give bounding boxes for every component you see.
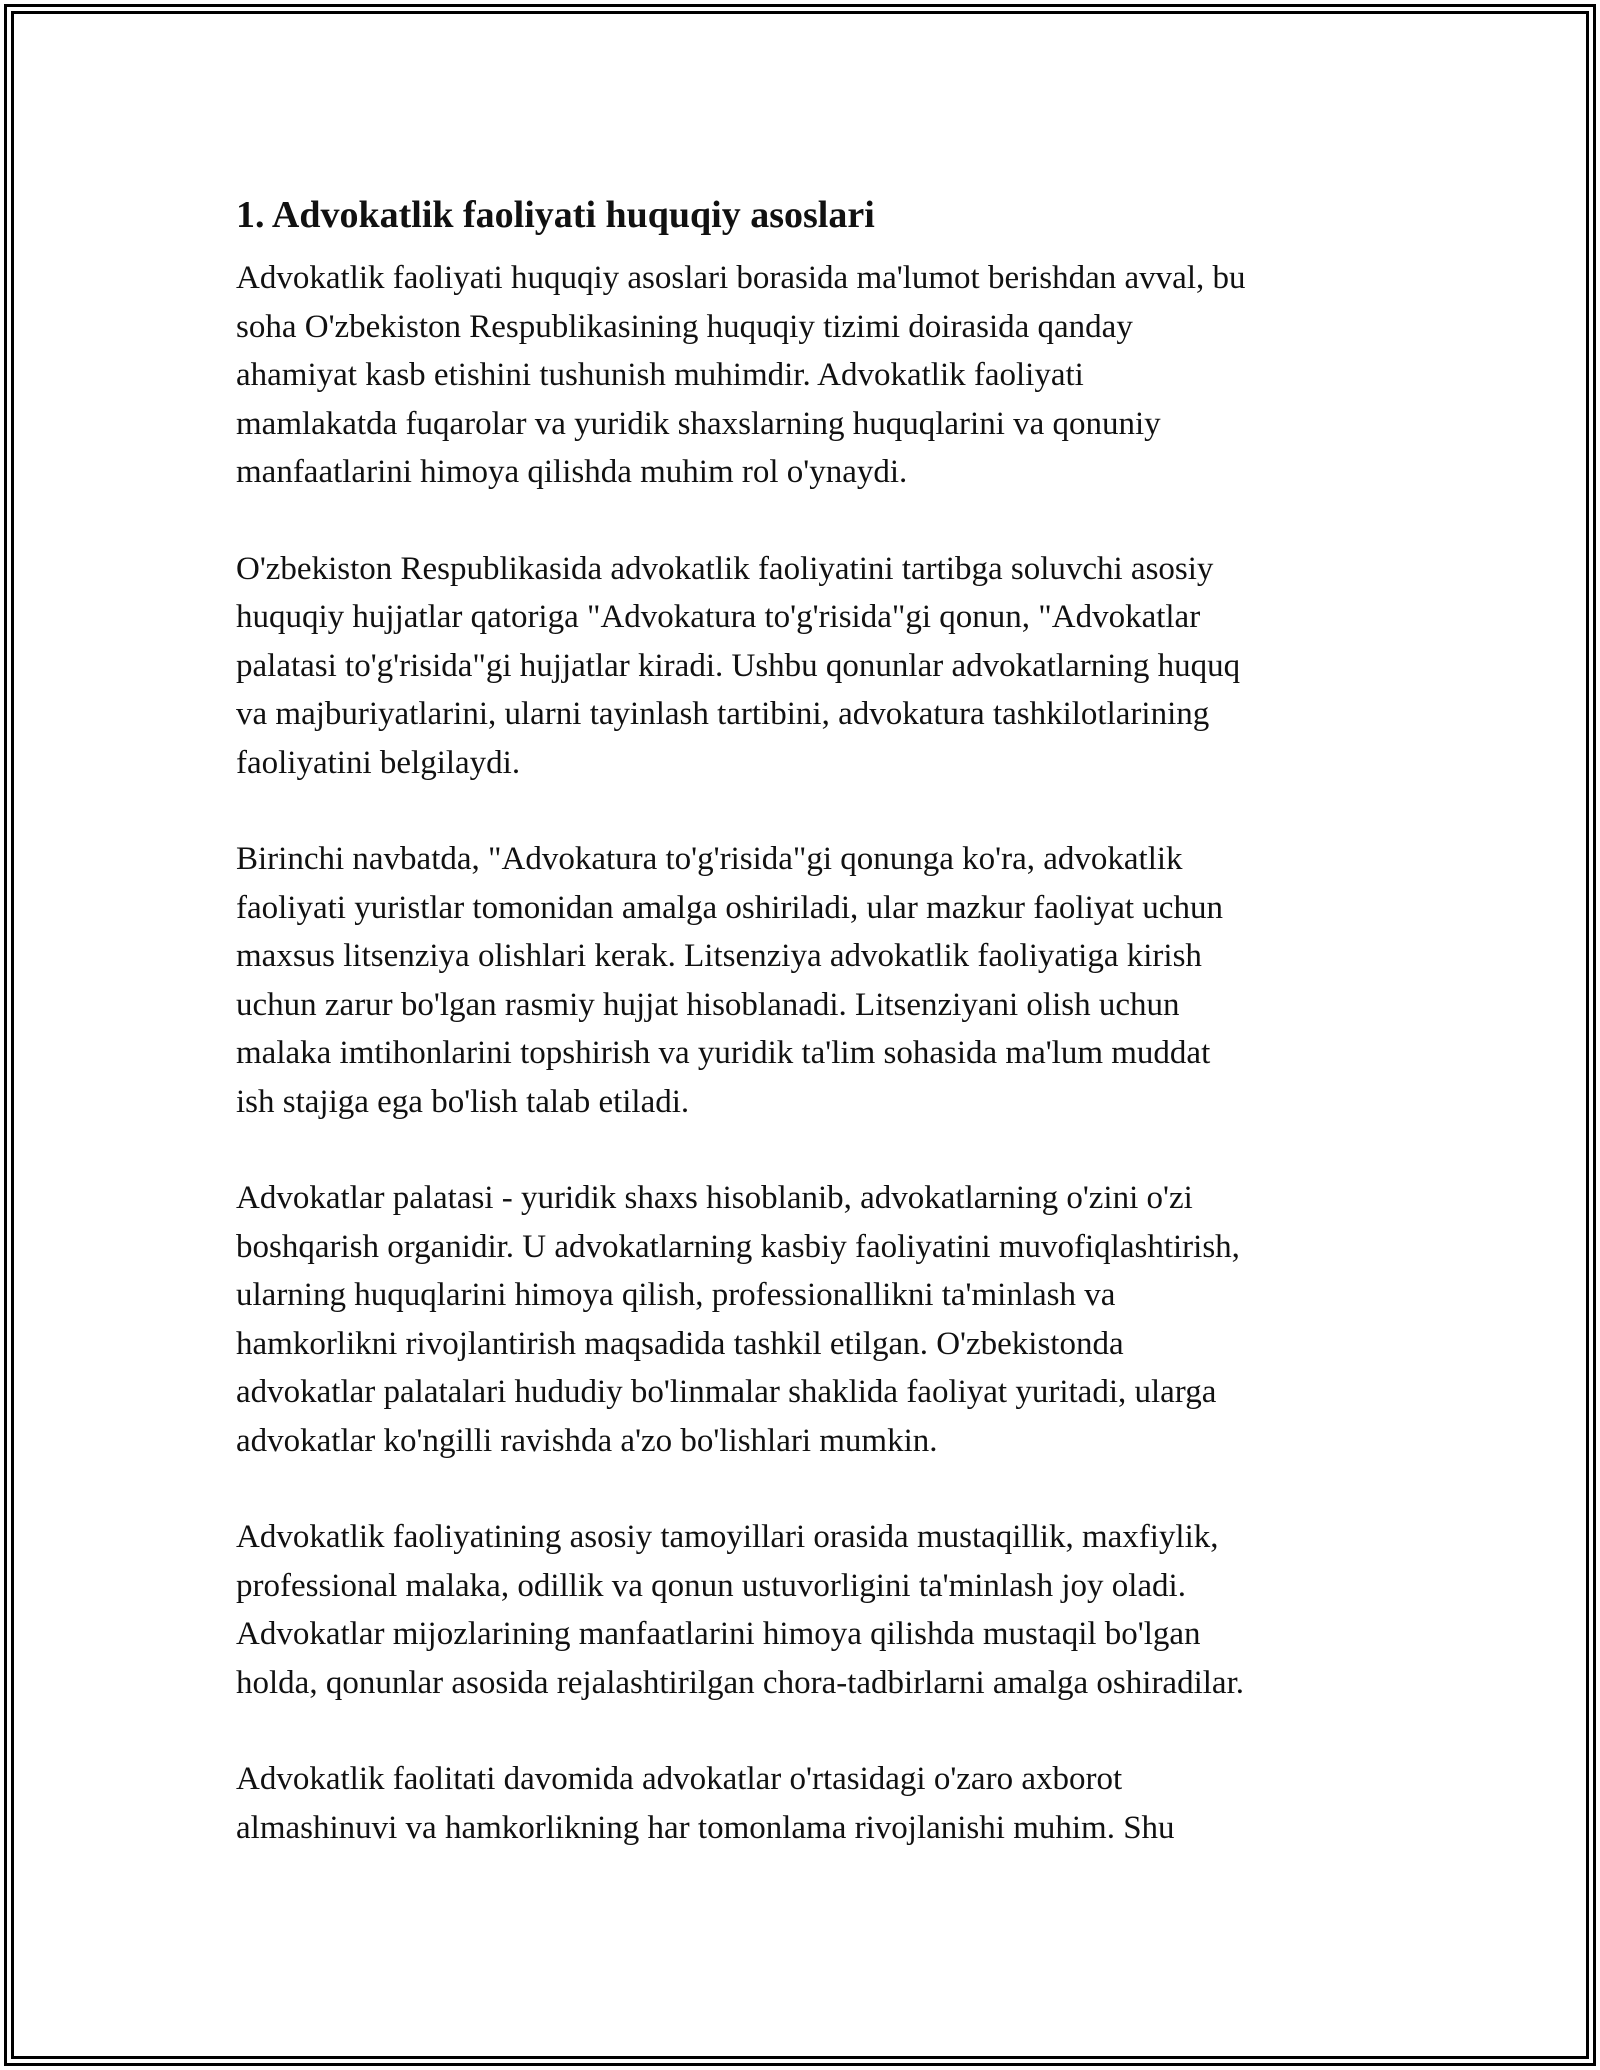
text-line: va majburiyatlarini, ularni tayinlash tartibini, advokatura tashkilotlarining (236, 696, 1210, 732)
text-line: maxsus litsenziya olishlari kerak. Litsenziya advokatlik faoliyatiga kirish (236, 938, 1202, 974)
text-line: hamkorlikni rivojlantirish maqsadida tashkil etilgan. O'zbekistonda (236, 1325, 1124, 1362)
text-line: faoliyatini belgilaydi. (236, 744, 521, 781)
text-line: Advokatlik faolitati davomida advokatlar o'rtasidagi o'zaro axborot (236, 1761, 1123, 1797)
paragraph (236, 1755, 1366, 1852)
section-heading: 1. Advokatlik faoliyati huquqiy asoslari (236, 194, 875, 236)
text-line: Advokatlik faoliyatining asosiy tamoyillari orasida mustaqillik, maxfiylik, (236, 1519, 1219, 1555)
text-line: Advokatlar mijozlarining manfaatlarini himoya qilishda mustaqil bo'lgan (236, 1616, 1201, 1652)
paragraph (236, 1513, 1366, 1707)
text-line: ish stajiga ega bo'lish talab etiladi. (236, 1083, 690, 1120)
text-line: Advokatlar palatasi - yuridik shaxs hisoblanib, advokatlarning o'zini o'zi (236, 1180, 1193, 1216)
text-line: almashinuvi va hamkorlikning har tomonlama rivojlanishi muhim. Shu (236, 1809, 1175, 1846)
text-line: ahamiyat kasb etishini tushunish muhimdir. Advokatlik faoliyati (236, 357, 1084, 393)
text-line: palatasi to'g'risida"gi hujjatlar kiradi. Ushbu qonunlar advokatlarning huquq (236, 647, 1241, 684)
paragraph (236, 545, 1366, 788)
paragraph (236, 1174, 1366, 1465)
text-line: Advokatlik faoliyati huquqiy asoslari borasida ma'lumot berishdan avval, bu (236, 260, 1246, 296)
text-line: advokatlar palatalari hududiy bo'linmalar shaklida faoliyat yuritadi, ularga (236, 1374, 1217, 1410)
text-line: advokatlar ko'ngilli ravishda a'zo bo'lishlari mumkin. (236, 1422, 938, 1459)
paragraph (236, 254, 1366, 497)
text-line: soha O'zbekiston Respublikasining huquqiy tizimi doirasida qanday (236, 308, 1133, 345)
text-line: huquqiy hujjatlar qatoriga "Advokatura to'g'risida"gi qonun, "Advokatlar (236, 599, 1201, 635)
text-line: ularning huquqlarini himoya qilish, professionallikni ta'minlash va (236, 1277, 1116, 1313)
document-body (236, 190, 1366, 1900)
text-line: boshqarish organidir. U advokatlarning kasbiy faoliyatini muvofiqlashtirish, (236, 1228, 1240, 1265)
text-line: Birinchi navbatda, "Advokatura to'g'risida"gi qonunga ko'ra, advokatlik (236, 841, 1183, 877)
text-line: professional malaka, odillik va qonun ustuvorligini ta'minlash joy oladi. (236, 1567, 1186, 1604)
text-line: malaka imtihonlarini topshirish va yuridik ta'lim sohasida ma'lum muddat (236, 1035, 1211, 1071)
text-line: holda, qonunlar asosida rejalashtirilgan chora-tadbirlarni amalga oshiradilar. (236, 1664, 1244, 1701)
paragraph (236, 835, 1366, 1126)
text-line: O'zbekiston Respublikasida advokatlik faoliyatini tartibga soluvchi asosiy (236, 550, 1214, 587)
text-line: faoliyati yuristlar tomonidan amalga oshiriladi, ular mazkur faoliyat uchun (236, 889, 1223, 926)
text-line: uchun zarur bo'lgan rasmiy hujjat hisoblanadi. Litsenziyani olish uchun (236, 986, 1180, 1023)
text-line: mamlakatda fuqarolar va yuridik shaxslarning huquqlarini va qonuniy (236, 405, 1161, 442)
text-line: manfaatlarini himoya qilishda muhim rol o'ynaydi. (236, 454, 908, 490)
